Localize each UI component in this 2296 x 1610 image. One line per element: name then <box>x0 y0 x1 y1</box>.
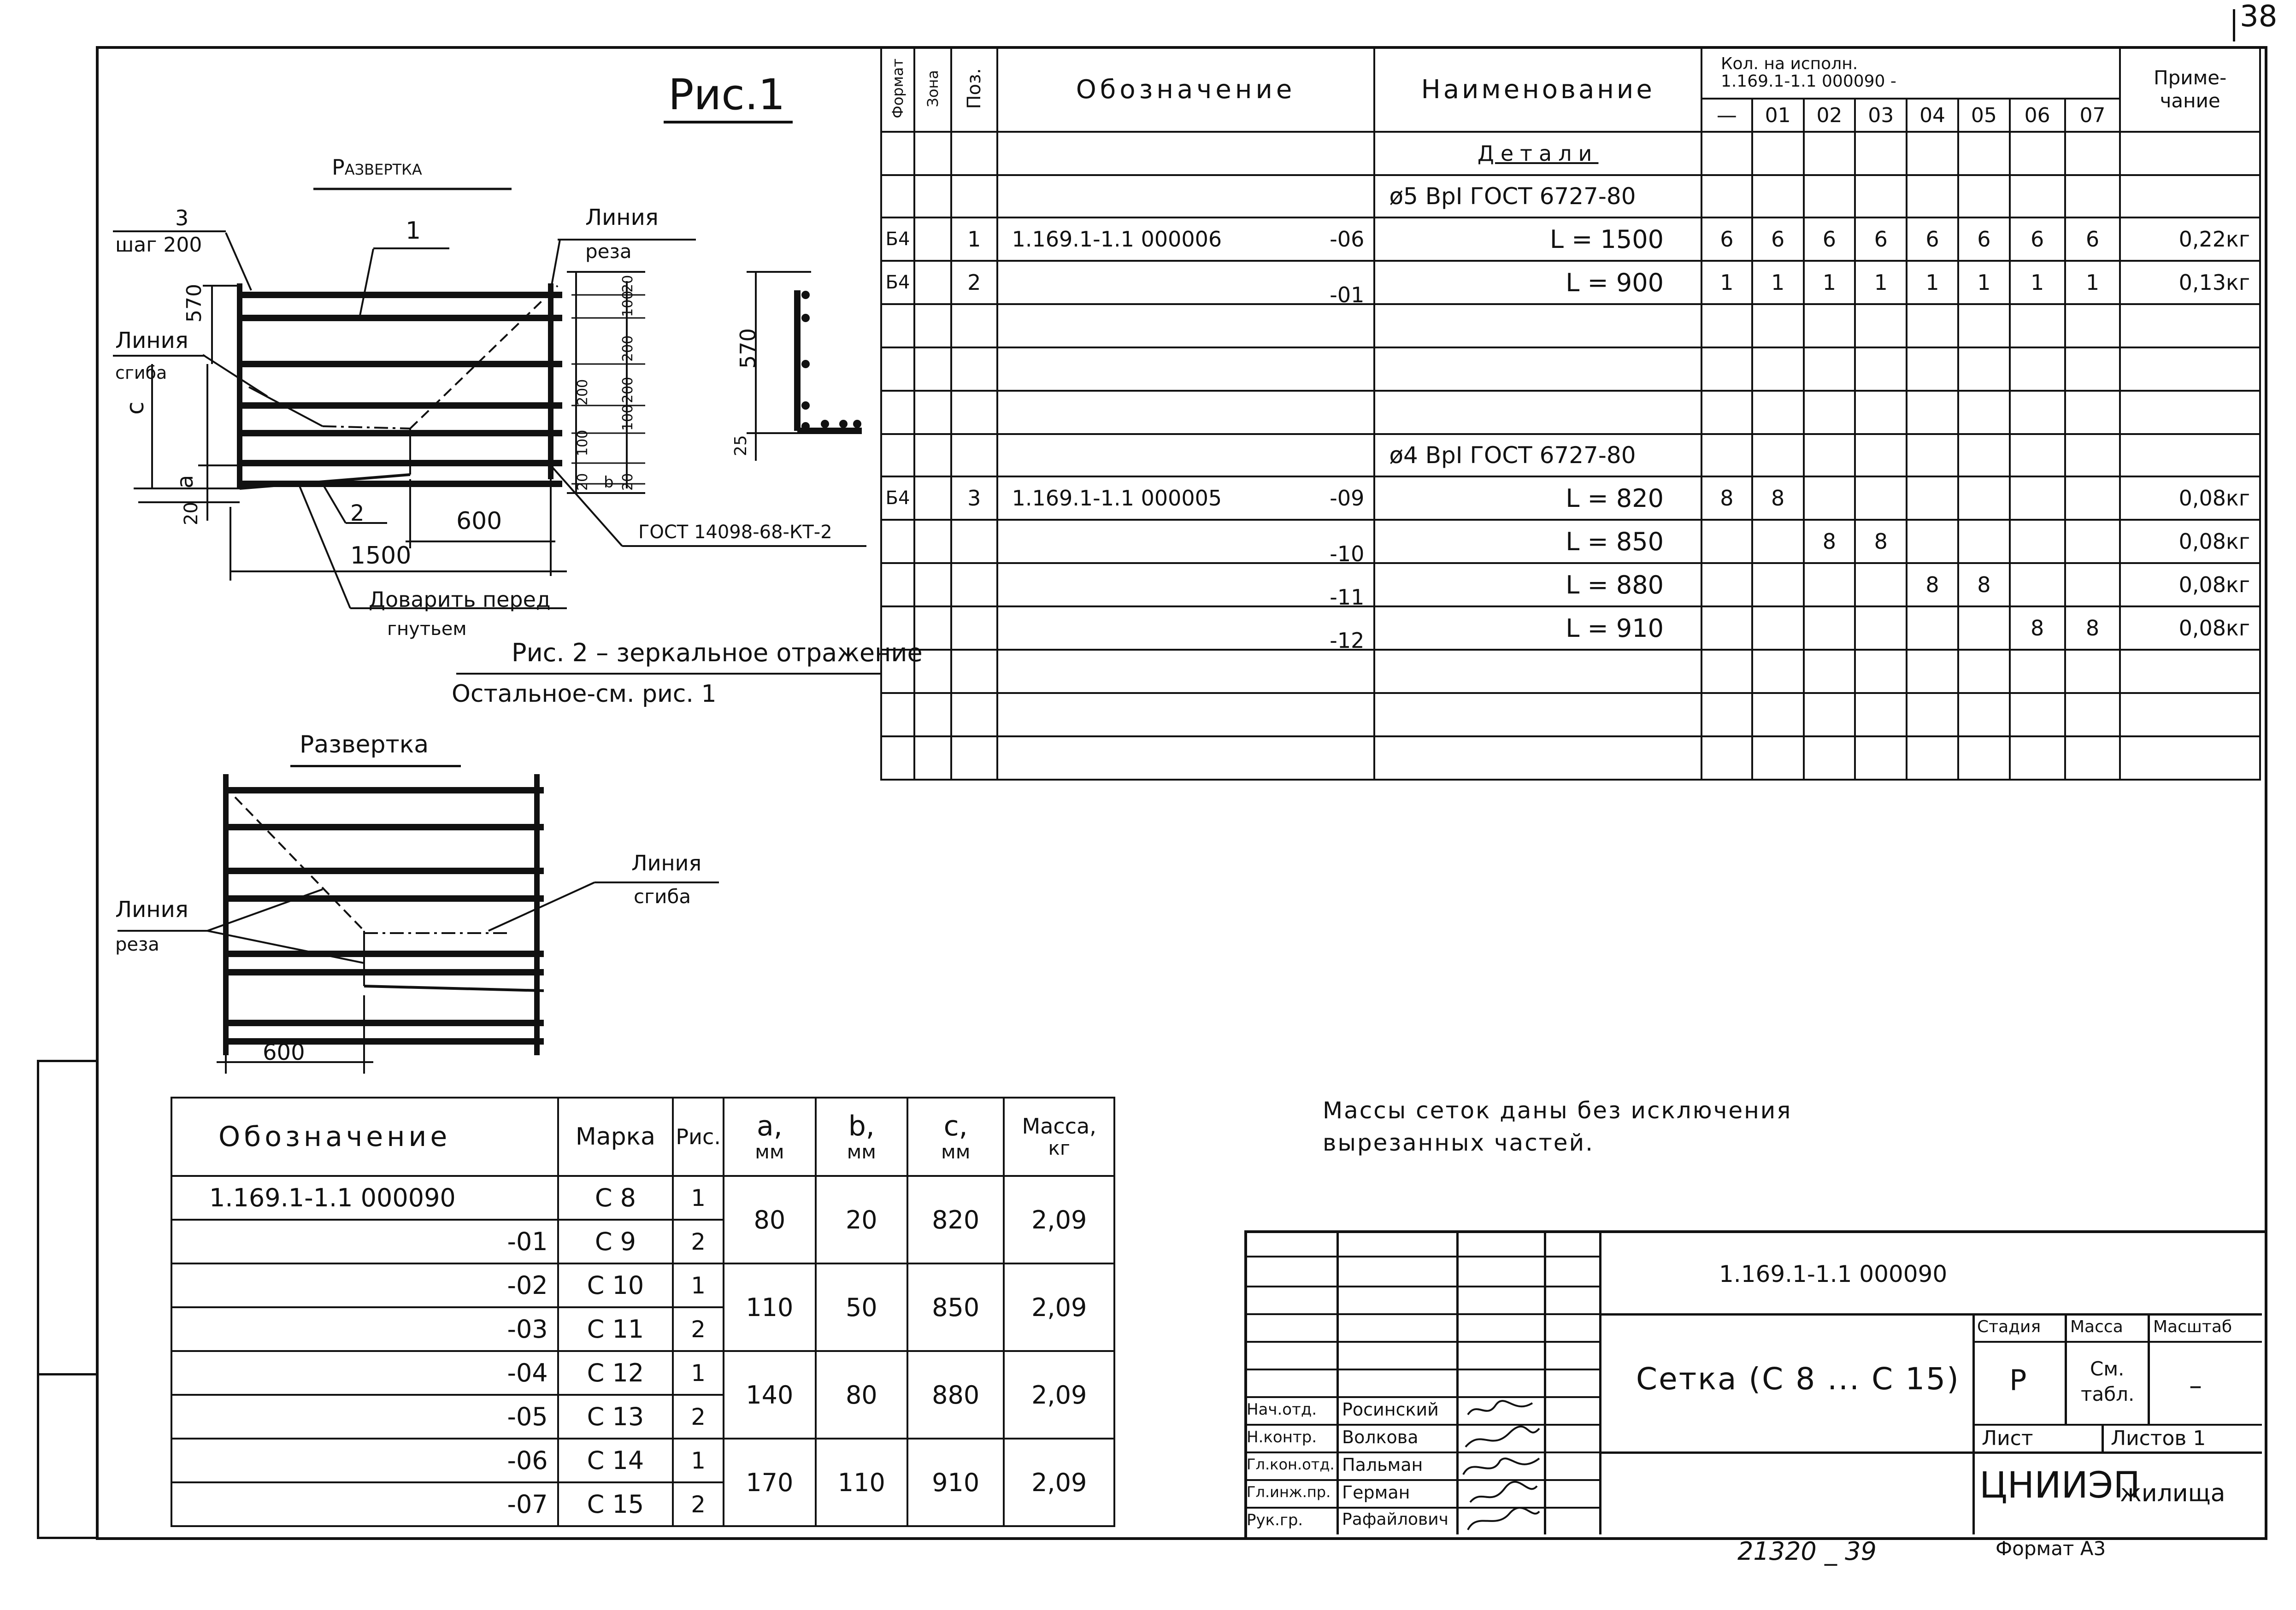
header-name: Наименование <box>1374 47 1701 132</box>
scale-value: – <box>2189 1371 2202 1401</box>
sheet-number: 38 <box>2240 0 2278 34</box>
fig2-razvertka-label: Развертка <box>300 731 429 758</box>
person-role: Нач.отд. <box>1247 1400 1317 1419</box>
fig1-dim-570: 570 <box>183 284 206 323</box>
doc-title: Сетка (С 8 ... С 15) <box>1636 1361 1960 1397</box>
fig2-title: Рис. 2 – зеркальное отражение <box>512 638 923 667</box>
fig1-title: Рис.1 <box>668 70 785 119</box>
table-row: -04 С 12 1 140 80 880 2,09 <box>171 1351 1114 1395</box>
fig2-bend-line-label2: сгиба <box>634 885 691 908</box>
fig1-side-dim-570: 570 <box>736 328 760 369</box>
header-a: a, мм <box>724 1098 815 1176</box>
spec-row: Б4 1 1.169.1-1.1 000006 -06 L = 1500 6 6 6 6 6 6 6 6 0,22кг <box>881 217 2260 261</box>
header-mass: Масса, кг <box>1004 1098 1114 1176</box>
person-role: Рук.гр. <box>1247 1511 1303 1529</box>
person-name: Росинский <box>1342 1399 1439 1420</box>
fig1-razvertka-label: Развертка <box>332 155 422 180</box>
table-row: -03 С 11 2 <box>171 1307 1114 1351</box>
header-zone: Зона <box>914 47 951 132</box>
person-role: Гл.инж.пр. <box>1247 1483 1331 1501</box>
table-row: -01 С 9 2 <box>171 1220 1114 1263</box>
header-mark: Марка <box>558 1098 673 1176</box>
mass-note-line1: Массы сеток даны без исключения <box>1323 1097 1792 1124</box>
fig1-weld-note2: гнутьем <box>387 618 467 640</box>
mass-note-line2: вырезанных частей. <box>1323 1129 1594 1156</box>
fig2-rest-note: Остальное-см. рис. 1 <box>452 680 717 708</box>
person-name: Пальман <box>1342 1455 1423 1475</box>
table-row: 1.169.1-1.1 000090 С 8 1 80 20 820 2,09 <box>171 1176 1114 1220</box>
sheets-label: Листов 1 <box>2111 1427 2206 1450</box>
fig1-dim-a: a <box>172 475 198 488</box>
fig1-dim-1500: 1500 <box>350 542 412 570</box>
table-row: -02 С 10 1 110 50 850 2,09 <box>171 1263 1114 1307</box>
fig1-dim-c: c <box>122 401 149 415</box>
marks-table <box>171 1097 1115 1527</box>
fig1-right-dims: 20 100 200 200 100 200 100 20 b 20 <box>575 275 636 492</box>
fig1-side-dim-25: 25 <box>731 435 750 456</box>
header-format: Формат <box>881 47 914 132</box>
fig1-step-label: шаг 200 <box>115 233 202 257</box>
section-details: Детали <box>1374 132 1701 175</box>
table-row: -07 С 15 2 <box>171 1482 1114 1526</box>
person-name: Волкова <box>1342 1427 1419 1447</box>
header-c: c, мм <box>907 1098 1004 1176</box>
fig1-dim-20: 20 <box>181 502 202 525</box>
inventory-number: 21320 _ 39 <box>1737 1537 1877 1566</box>
fig1-pos2-label: 2 <box>350 500 365 526</box>
fig1-gost-label: ГОСТ 14098-68-КТ-2 <box>638 522 832 543</box>
person-role: Н.контр. <box>1247 1428 1317 1446</box>
mass-value-2: табл. <box>2081 1383 2135 1405</box>
org-sub: жилища <box>2120 1480 2225 1507</box>
fig1-pos3-label: 3 <box>175 206 189 230</box>
person-name: Герман <box>1342 1482 1410 1503</box>
mass-value-1: См. <box>2090 1357 2125 1380</box>
fig2-dim-600: 600 <box>263 1040 305 1065</box>
person-role: Гл.кон.отд. <box>1247 1456 1335 1473</box>
fig1-dim-600: 600 <box>456 507 502 535</box>
steel-grade-2: ø4 ВрI ГОСТ 6727-80 <box>1374 434 1701 476</box>
sheet-label: Лист <box>1982 1427 2033 1450</box>
header-b: b, мм <box>816 1098 907 1176</box>
header-qty: Кол. на исполн. 1.169.1-1.1 000090 - <box>1701 47 2120 99</box>
fig1-cut-line-label1: Линия <box>585 205 659 230</box>
fig2-cut-line-label2: реза <box>115 934 159 955</box>
fig2-bend-line-label1: Линия <box>631 851 702 876</box>
fig1-pos1-label: 1 <box>406 217 421 245</box>
binding-strip <box>37 1060 98 1539</box>
table-row: -05 С 13 2 <box>171 1395 1114 1439</box>
table-row: -06 С 14 1 170 110 910 2,09 <box>171 1439 1114 1482</box>
spec-row: -10 L = 850 8 8 0,08кг <box>881 520 2260 563</box>
org-main: ЦНИИЭП <box>1979 1465 2141 1506</box>
steel-grade-1: ø5 ВрI ГОСТ 6727-80 <box>1374 175 1701 217</box>
header-designation: Обозначение <box>171 1098 558 1176</box>
person-name: Рафайлович <box>1342 1510 1448 1529</box>
spec-table: Формат Зона Поз. Обозначение Наименование Кол. на исполн. 1.169.1-1.1 000090 - Приме- чание — 01 02 03 04 05 06 07 Детали ø5 ВрI ГОСТ 6727-80 Б4 1 1.169.1-1.1 000006 -06 L = 1500 6 6 6 6 6 6 6 6 0,22кг Б4 2 -01 L = 900 1 1 1 1 1 1 1 1 0,13кг ø4 ВрI ГОСТ 6727-80 Б4 3 1.169.1-1.1 000005 -09 L = 820 8 8 0,08кг -10 L = 850 8 8 0,08кг -11 L = 880 8 8 0,08кг -12 L = 910 8 8 0,08кг <box>880 46 2261 781</box>
format-label: Формат А3 <box>1996 1537 2106 1560</box>
stage-label: Стадия <box>1977 1317 2041 1336</box>
spec-row: -12 L = 910 8 8 0,08кг <box>881 606 2260 650</box>
fig1-cut-line-label2: реза <box>585 240 632 263</box>
doc-code: 1.169.1-1.1 000090 <box>1719 1261 1948 1287</box>
scale-label: Масштаб <box>2153 1317 2232 1336</box>
spec-row: Б4 2 -01 L = 900 1 1 1 1 1 1 1 1 0,13кг <box>881 261 2260 304</box>
header-note: Приме- чание <box>2120 47 2260 132</box>
header-fig: Рис. <box>673 1098 724 1176</box>
header-designation: Обозначение <box>997 47 1375 132</box>
fig1-bend-line-label2: сгиба <box>115 363 167 383</box>
spec-row: Б4 3 1.169.1-1.1 000005 -09 L = 820 8 8 0,08кг <box>881 476 2260 520</box>
fig2-cut-line-label1: Линия <box>115 897 188 923</box>
fig1-bend-line-label1: Линия <box>115 328 188 353</box>
spec-row: -11 L = 880 8 8 0,08кг <box>881 563 2260 606</box>
mass-label: Масса <box>2070 1317 2123 1336</box>
fig1-weld-note1: Доварить перед <box>369 587 551 612</box>
header-pos: Поз. <box>951 47 997 132</box>
signatures <box>1459 1396 1544 1534</box>
stage-value: Р <box>2009 1363 2027 1397</box>
